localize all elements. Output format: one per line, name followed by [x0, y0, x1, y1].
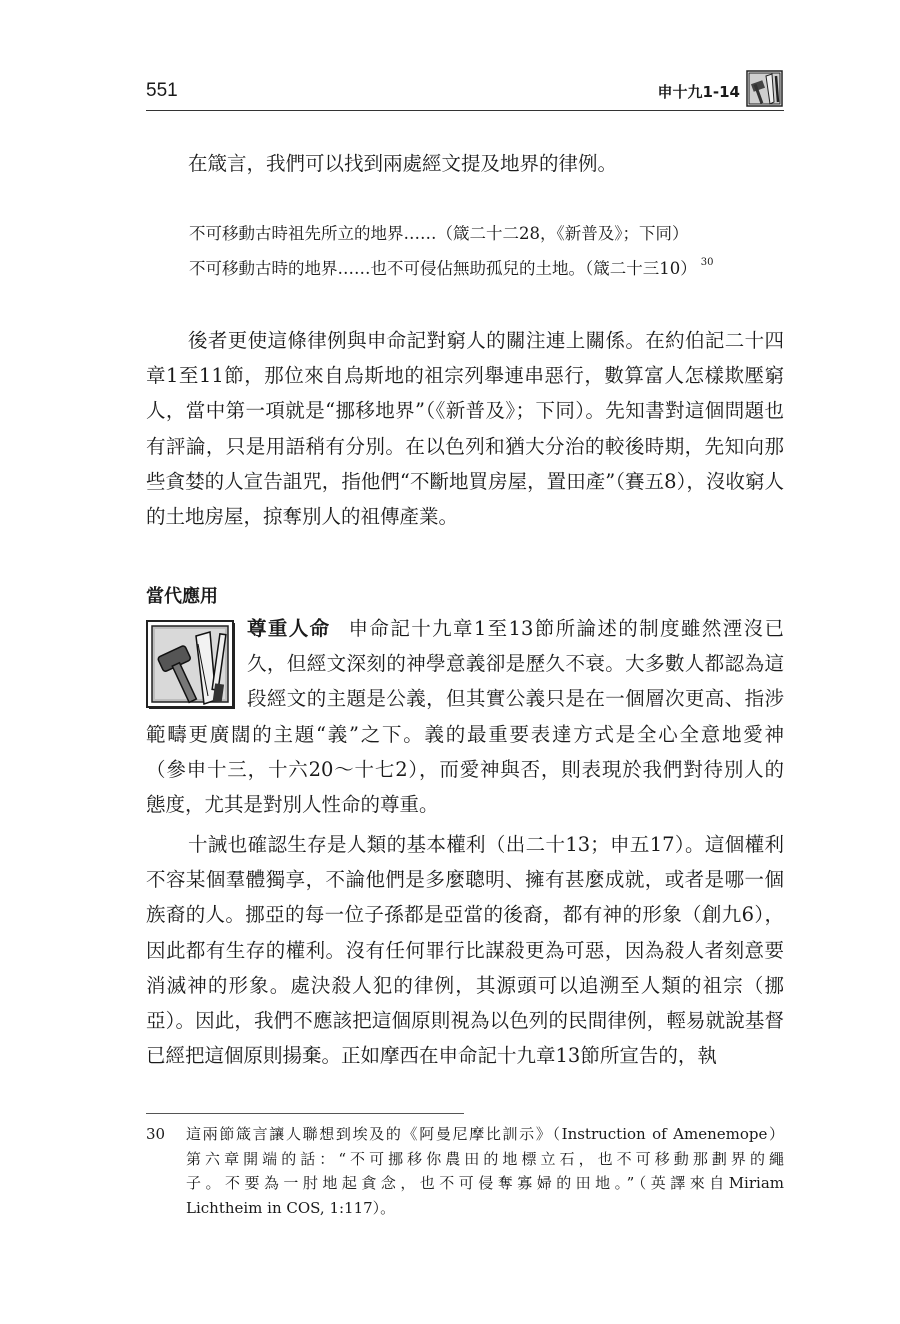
- footnote-line: Lichtheim in COS, 1:117）。: [186, 1198, 396, 1217]
- text-line: 久，但經文深刻的神學意義卻是歷久不衰。大多數人都認為這: [247, 652, 784, 676]
- body-paragraph: 後者更使這條律例與申命記對窮人的關注連上關係。在約伯記二十四章1至11節，那位來自烏斯地的祖宗列舉連串惡行，數算富人怎樣欺壓窮人，當中第一項就是“挪移地界”（《新普及》；下同）。先知書對這個問題也有評論，只是用語稍有分別。在以色列和猶大分治的較後時期，先知向那些貪婪的人宣告詛咒，指他們“不斷地買房屋，置田產”（賽五8），沒收窮人的土地房屋，掠奪別人的祖傳產業。: [146, 329, 784, 529]
- section-heading: 當代應用: [146, 586, 218, 607]
- footnote-line: 子。不要為一肘地起貪念，也不可侵奪寡婦的田地。”（英譯來自Miriam: [186, 1174, 784, 1192]
- text-line: 段經文的主題是公義，但其實公義只是在一個層次更高、指涉: [247, 687, 784, 711]
- quote-text: 不可移動古時的地界……也不可侵佔無助孤兒的土地。（箴二十三10）: [189, 259, 697, 278]
- footnote-number: 30: [146, 1125, 166, 1143]
- text-line: 範疇更廣闊的主題“義”之下。義的最重要表達方式是全心全意地愛神: [146, 722, 784, 746]
- footnote-reference[interactable]: 30: [700, 257, 714, 268]
- section-body: [146, 611, 784, 822]
- quote-line: [189, 224, 689, 244]
- footnote-text: [186, 1122, 784, 1220]
- footnote-divider: [146, 1113, 464, 1114]
- quote-line: [189, 259, 713, 282]
- footnote-line: 這兩節箴言讓人聯想到埃及的《阿曼尼摩比訓示》（Instruction of Amenemope）: [186, 1125, 784, 1143]
- page-header: [146, 76, 784, 111]
- intro-line: 在箴言，我們可以找到兩處經文提及地界的律例。: [188, 152, 618, 175]
- text-line: 態度，尤其是對別人性命的尊重。: [146, 792, 439, 816]
- text-line: 尊重人命 申命記十九章1至13節所論述的制度雖然湮沒已: [247, 617, 784, 640]
- page-number: 551: [146, 80, 178, 101]
- running-reference: 申十九1-14: [657, 83, 740, 101]
- quote-text: 不可移動古時祖先所立的地界……（箴二十二28，《新普及》；下同）: [189, 224, 689, 243]
- body-paragraph: 十誡也確認生存是人類的基本權利（出二十13；申五17）。這個權利不容某個羣體獨享，不論他們是多麼聰明、擁有甚麼成就，或者是哪一個族裔的人。挪亞的每一位子孫都是亞當的後裔，都有神的形象（創九6），因此都有生存的權利。沒有任何罪行比謀殺更為可惡，因為殺人者刻意要消滅神的形象。處決殺人犯的律例，其源頭可以追溯至人類的祖宗（挪亞）。因此，我們不應該把這個原則視為以色列的民間律例，輕易就說基督已經把這個原則揚棄。正如摩西在申命記十九章13節所宣告的，執: [146, 833, 784, 1068]
- run-in-heading: 尊重人命: [247, 617, 331, 640]
- text-line: （參申十三，十六20～十七2），而愛神與否，則表現於我們對待別人的: [146, 757, 784, 781]
- footnote-line: 第六章開端的話：“不可挪移你農田的地標立石，也不可移動那劃界的繩: [186, 1149, 784, 1168]
- tools-icon: [746, 70, 784, 108]
